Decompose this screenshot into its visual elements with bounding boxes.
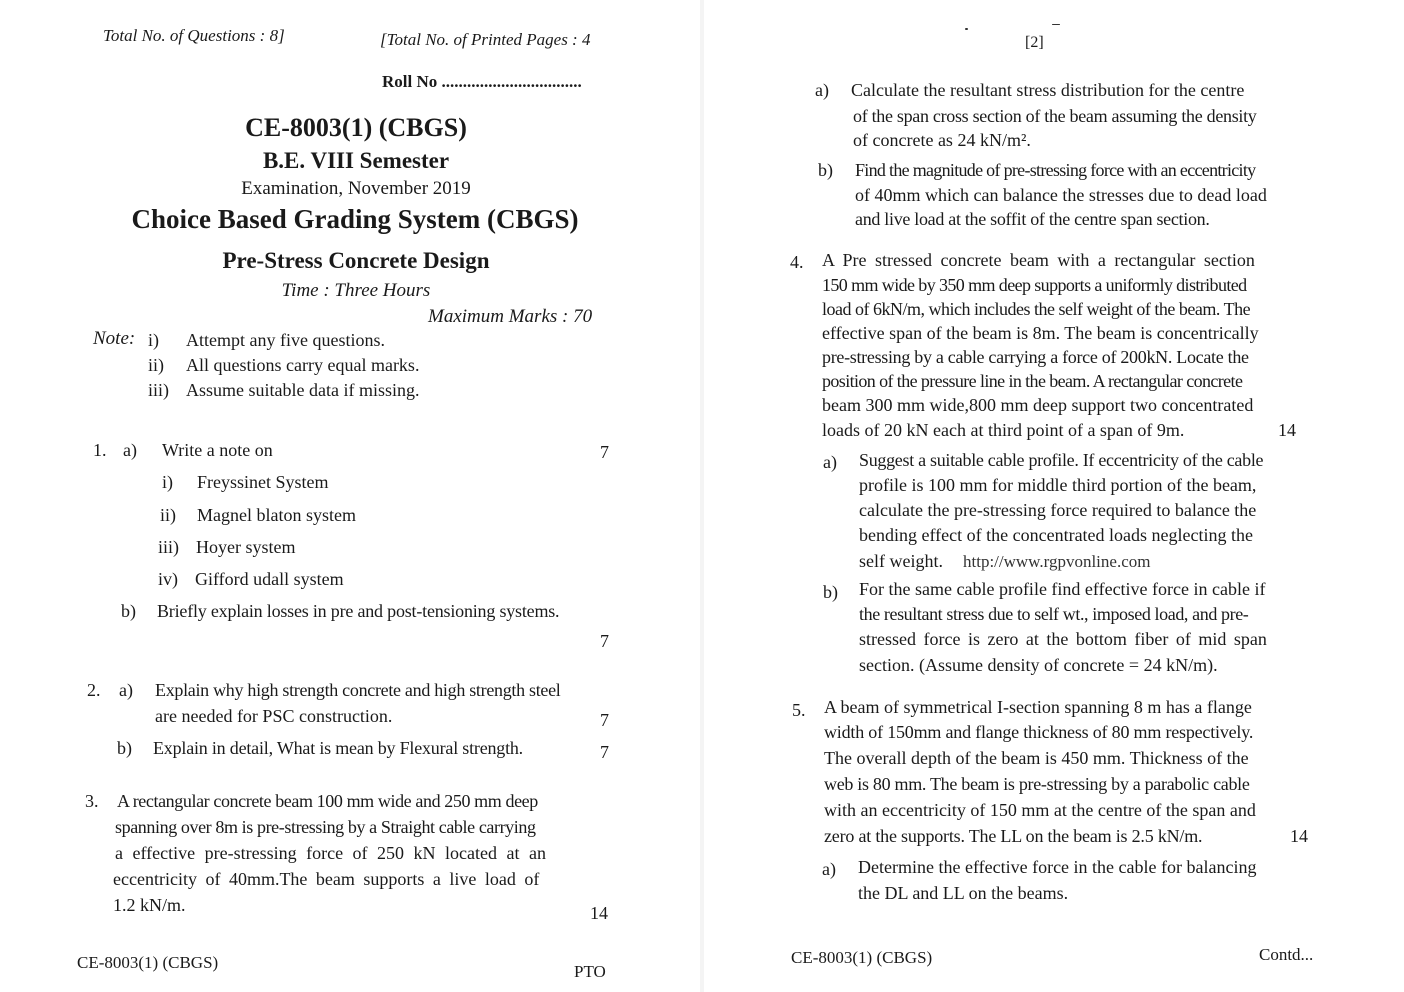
q1b-text: Briefly explain losses in pre and post-tensioning systems.	[157, 601, 560, 621]
q5-number: 5.	[792, 700, 806, 720]
q3b-label: b)	[818, 160, 833, 180]
q5-line-3: The overall depth of the beam is 450 mm. Thickness of the	[824, 748, 1249, 768]
note-label: Note:	[93, 328, 136, 349]
q5-line-1: A beam of symmetrical I-section spanning 8 m has a flange	[824, 697, 1252, 717]
q1-sub-text-3: Hoyer system	[196, 537, 296, 557]
q3-number: 3.	[85, 791, 99, 811]
grading-system: Choice Based Grading System (CBGS)	[131, 204, 579, 234]
exam-session: Examination, November 2019	[241, 178, 471, 199]
q5a-line-1: Determine the effective force in the cable for balancing	[858, 857, 1257, 877]
q3a-line-2: of the span cross section of the beam assuming the density	[853, 106, 1257, 126]
roll-no: Roll No .................................	[382, 72, 582, 91]
q4-line-4: effective span of the beam is 8m. The beam is concentrically	[822, 323, 1259, 343]
q1-sub-text-4: Gifford udall system	[195, 569, 344, 589]
scan-speck	[1052, 24, 1060, 25]
q4b-line-1: For the same cable profile find effective force in cable if	[859, 579, 1266, 599]
q3-line-2: spanning over 8m is pre-stressing by a Straight cable carrying	[115, 817, 536, 837]
q5a-line-2: the DL and LL on the beams.	[858, 883, 1069, 903]
note-num-3: iii)	[148, 380, 169, 400]
q4-marks: 14	[1278, 420, 1296, 440]
exam-time: Time : Three Hours	[281, 280, 431, 301]
q1-sub-num-1: i)	[162, 472, 173, 492]
q4b-line-2: the resultant stress due to self wt., imposed load, and pre-	[859, 604, 1249, 624]
q4-line-3: load of 6kN/m, which includes the self weight of the beam. The	[822, 299, 1251, 319]
q1a-marks: 7	[600, 442, 609, 462]
q4-line-5: pre-stressing by a cable carrying a force of 200kN. Locate the	[822, 347, 1249, 367]
q4a-label: a)	[823, 452, 837, 472]
page-number: [2]	[1025, 34, 1044, 51]
note-text-2: All questions carry equal marks.	[186, 355, 420, 375]
q5-line-2: width of 150mm and flange thickness of 80 mm respectively.	[824, 722, 1254, 742]
q2a-label: a)	[119, 680, 133, 700]
q1-sub-num-4: iv)	[158, 569, 178, 589]
q2a-line-2: are needed for PSC construction.	[155, 706, 393, 726]
q2b-text: Explain in detail, What is mean by Flexural strength.	[153, 738, 523, 758]
q3b-line-1: Find the magnitude of pre-stressing force with an eccentricity	[855, 160, 1256, 180]
q4-line-2: 150 mm wide by 350 mm deep supports a uniformly distributed	[822, 275, 1247, 295]
q1a-label: a)	[123, 440, 137, 460]
q3-line-1: A rectangular concrete beam 100 mm wide and 250 mm deep	[117, 791, 538, 811]
rgpvonline-link[interactable]: http://www.rgpvonline.com	[963, 552, 1151, 571]
semester: B.E. VIII Semester	[262, 148, 450, 173]
q3-line-4: eccentricity of 40mm.The beam supports a live load of	[113, 869, 540, 889]
q4a-line-2: profile is 100 mm for middle third portion of the beam,	[859, 475, 1257, 495]
paper-code: CE-8003(1) (CBGS)	[245, 113, 467, 142]
q2a-marks: 7	[600, 710, 609, 730]
q2-number: 2.	[87, 680, 101, 700]
q2b-marks: 7	[600, 742, 609, 762]
q2b-label: b)	[117, 738, 132, 758]
q1a-text: Write a note on	[162, 440, 273, 460]
q3-line-5: 1.2 kN/m.	[113, 895, 186, 915]
q1-sub-text-2: Magnel blaton system	[197, 505, 356, 525]
total-printed-pages: [Total No. of Printed Pages : 4	[380, 30, 591, 49]
scan-speck	[965, 28, 968, 30]
pto-label: PTO	[574, 962, 606, 981]
q5-line-4: web is 80 mm. The beam is pre-stressing by a parabolic cable	[824, 774, 1250, 794]
q3a-line-1: Calculate the resultant stress distribution for the centre	[851, 80, 1245, 100]
left-footer-code: CE-8003(1) (CBGS)	[77, 953, 219, 972]
q4-line-7: beam 300 mm wide,800 mm deep support two concentrated	[822, 395, 1254, 415]
q3a-label: a)	[815, 80, 829, 100]
page-gutter	[700, 0, 704, 992]
q3a-line-3: of concrete as 24 kN/m².	[853, 130, 1031, 150]
right-footer-code: CE-8003(1) (CBGS)	[791, 948, 933, 967]
q4-line-1: A Pre stressed concrete beam with a rectangular section	[822, 250, 1255, 270]
q1b-marks: 7	[600, 631, 609, 651]
q1-sub-text-1: Freyssinet System	[197, 472, 329, 492]
q4b-line-4: section. (Assume density of concrete = 24 kN/m).	[859, 655, 1218, 675]
q4b-label: b)	[823, 582, 838, 602]
maximum-marks: Maximum Marks : 70	[428, 306, 593, 327]
q3b-line-3: and live load at the soffit of the centre span section.	[855, 209, 1210, 229]
q4b-line-3: stressed force is zero at the bottom fiber of mid span	[859, 629, 1267, 649]
note-text-3: Assume suitable data if missing.	[186, 380, 420, 400]
total-questions: Total No. of Questions : 8]	[103, 26, 285, 45]
q5a-label: a)	[822, 859, 836, 879]
q5-line-5: with an eccentricity of 150 mm at the centre of the span and	[824, 800, 1256, 820]
q4a-line-1: Suggest a suitable cable profile. If eccentricity of the cable	[859, 450, 1264, 470]
q3-marks: 14	[590, 903, 608, 923]
q4a-line-4: bending effect of the concentrated loads neglecting the	[859, 525, 1254, 545]
q1b-label: b)	[121, 601, 136, 621]
q3-line-3: a effective pre-stressing force of 250 kN located at an	[115, 843, 546, 863]
q4-line-6: position of the pressure line in the beam. A rectangular concrete	[822, 371, 1243, 391]
subject-title: Pre-Stress Concrete Design	[222, 248, 490, 273]
note-num-1: i)	[148, 330, 159, 350]
q1-sub-num-2: ii)	[160, 505, 176, 525]
q4-line-8: loads of 20 kN each at third point of a span of 9m.	[822, 420, 1185, 440]
note-num-2: ii)	[148, 355, 164, 375]
q4a-line-3: calculate the pre-stressing force required to balance the	[859, 500, 1257, 520]
q5-line-6: zero at the supports. The LL on the beam is 2.5 kN/m.	[824, 826, 1203, 846]
q4-number: 4.	[790, 252, 804, 272]
q5-marks: 14	[1290, 826, 1308, 846]
note-text-1: Attempt any five questions.	[186, 330, 385, 350]
q1-sub-num-3: iii)	[158, 537, 179, 557]
q4a-line-5: self weight.	[859, 551, 943, 571]
q1-number: 1.	[93, 440, 107, 460]
q3b-line-2: of 40mm which can balance the stresses due to dead load	[855, 185, 1267, 205]
contd-label: Contd...	[1259, 945, 1314, 964]
q2a-line-1: Explain why high strength concrete and high strength steel	[155, 680, 561, 700]
